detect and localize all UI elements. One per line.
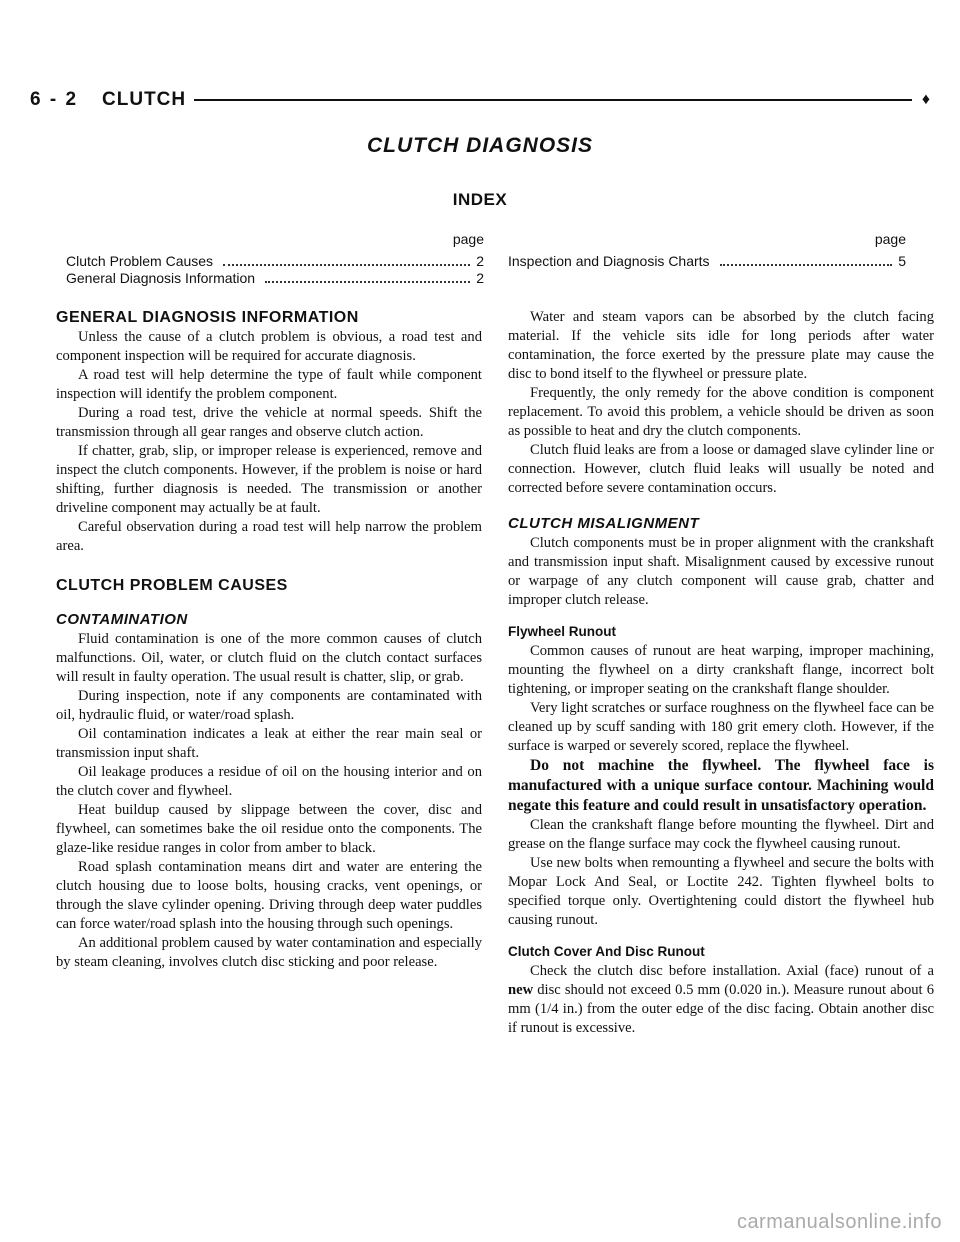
paragraph: Very light scratches or surface roughness on the flywheel face can be cleaned up by scuff sanding with 180 grit emery cloth. However, if the surface is warped or severely scored, replace the flywheel. xyxy=(508,700,934,754)
paragraph: Use new bolts when remounting a flywheel and secure the bolts with Mopar Lock And Seal, or Loctite 242. Tighten flywheel bolts to specified torque only. Overtightening could distort the flywheel hub causing runout. xyxy=(508,855,934,928)
dot-leader xyxy=(223,263,470,266)
paragraph: A road test will help determine the type of fault while component inspection will identify the problem component. xyxy=(56,367,482,402)
paragraph: During inspection, note if any components are contaminated with oil, hydraulic fluid, or water/road splash. xyxy=(56,688,482,723)
paragraph: Heat buildup caused by slippage between the cover, disc and flywheel, can sometimes bake the oil residue onto the components. The glaze-like residue ranges in color from amber to black. xyxy=(56,802,482,856)
paragraph: Careful observation during a road test will help narrow the problem area. xyxy=(56,519,482,554)
index-page-heading: page xyxy=(452,231,484,247)
subheading-cover-disc-runout: Clutch Cover And Disc Runout xyxy=(508,944,705,959)
page-header xyxy=(30,86,930,114)
paragraph: Road splash contamination means dirt and water are entering the clutch housing due to loose bolts, housing cracks, vent openings, or through the slave cylinder opening. Driving through deep water puddles can force water/road splash into the housing through such openings. xyxy=(56,859,482,932)
index-entry[interactable] xyxy=(66,253,484,270)
diamond-icon: ♦ xyxy=(921,91,930,108)
section-name: CLUTCH xyxy=(102,89,187,110)
index-entry-page: 5 xyxy=(898,253,906,269)
paragraph: Oil leakage produces a residue of oil on the housing interior and on the clutch cover and flywheel. xyxy=(56,764,482,799)
dot-leader xyxy=(720,263,893,266)
paragraph: During a road test, drive the vehicle at normal speeds. Shift the transmission through all gear ranges and observe clutch action. xyxy=(56,405,482,440)
footer-watermark: carmanualsonline.info xyxy=(736,1211,942,1233)
index-right xyxy=(508,231,906,270)
index-entry-page: 2 xyxy=(476,253,484,269)
paragraph: Oil contamination indicates a leak at either the rear main seal or transmission input shaft. xyxy=(56,726,482,761)
page-number: 6 - 2 xyxy=(30,89,79,110)
index-entry[interactable] xyxy=(66,270,484,287)
paragraph: An additional problem caused by water contamination and especially by steam cleaning, involves clutch disc sticking and poor release. xyxy=(56,935,482,970)
paragraph: Water and steam vapors can be absorbed by the clutch facing material. If the vehicle sits idle for long periods after water contamination, the force exerted by the pressure plate may cause the disc to bond itself to the flywheel or pressure plate. xyxy=(508,309,934,382)
paragraph: Unless the cause of a clutch problem is obvious, a road test and component inspection will be required for accurate diagnosis. xyxy=(56,329,482,364)
paragraph: If chatter, grab, slip, or improper release is experienced, remove and inspect the clutch components. However, if the problem is noise or hard shifting, further diagnosis is needed. The transmission or another driveline component may actually be at fault. xyxy=(56,443,482,516)
subheading-flywheel-runout: Flywheel Runout xyxy=(508,624,616,639)
page-title: CLUTCH DIAGNOSIS xyxy=(367,134,593,157)
section-heading-causes: CLUTCH PROBLEM CAUSES xyxy=(56,577,288,594)
warning-paragraph: Do not machine the flywheel. The flywheel face is manufactured with a unique surface contour. Machining would negate this feature and could result in unsatisfactory operation. xyxy=(508,757,934,814)
index-entry-label: General Diagnosis Information xyxy=(66,270,256,286)
paragraph: Clean the crankshaft flange before mounting the flywheel. Dirt and grease on the flange surface may cock the flywheel causing runout. xyxy=(508,817,934,852)
paragraph: Clutch components must be in proper alignment with the crankshaft and transmission input shaft. Misalignment caused by excessive runout or warpage of any clutch component will cause grab, chatter and improper clutch release. xyxy=(508,535,934,608)
section-heading-general: GENERAL DIAGNOSIS INFORMATION xyxy=(56,309,359,326)
text-run: Check the clutch disc before installation. Axial (face) runout of a xyxy=(530,963,934,979)
paragraph: Frequently, the only remedy for the above condition is component replacement. To avoid this problem, a vehicle should be driven as soon as possible to heat and dry the clutch components. xyxy=(508,385,934,439)
index-entry-label: Clutch Problem Causes xyxy=(66,253,214,269)
paragraph xyxy=(508,962,934,1038)
right-column xyxy=(508,308,934,1038)
index-left xyxy=(66,231,484,287)
index-entry-page: 2 xyxy=(476,270,484,286)
paragraph: Common causes of runout are heat warping, improper machining, mounting the flywheel on a dirty crankshaft flange, incorrect bolt tightening, or improper seating on the crankshaft flange shoulder. xyxy=(508,643,934,697)
paragraph: Fluid contamination is one of the more common causes of clutch malfunctions. Oil, water, or clutch fluid on the clutch contact surfaces will result in faulty operation. The usual result is chatter, slip, or grab. xyxy=(56,631,482,685)
index-entry-label: Inspection and Diagnosis Charts xyxy=(508,253,710,269)
paragraph: Clutch fluid leaks are from a loose or damaged slave cylinder line or connection. However, clutch fluid leaks will usually be noted and corrected before severe contamination occurs. xyxy=(508,442,934,496)
index-title: INDEX xyxy=(452,190,508,209)
text-run: disc should not exceed 0.5 mm (0.020 in.). Measure runout about 6 mm (1/4 in.) from the outer edge of the disc facing. Obtain another disc if runout is excessive. xyxy=(508,982,934,1036)
header-rule xyxy=(194,99,912,101)
left-column xyxy=(56,308,482,972)
index-page-heading: page xyxy=(874,231,906,247)
subheading-contamination: CONTAMINATION xyxy=(56,611,188,628)
emphasis-new: new xyxy=(508,982,534,998)
subheading-misalignment: CLUTCH MISALIGNMENT xyxy=(508,515,700,532)
dot-leader xyxy=(265,280,470,283)
index-entry[interactable] xyxy=(508,253,906,270)
